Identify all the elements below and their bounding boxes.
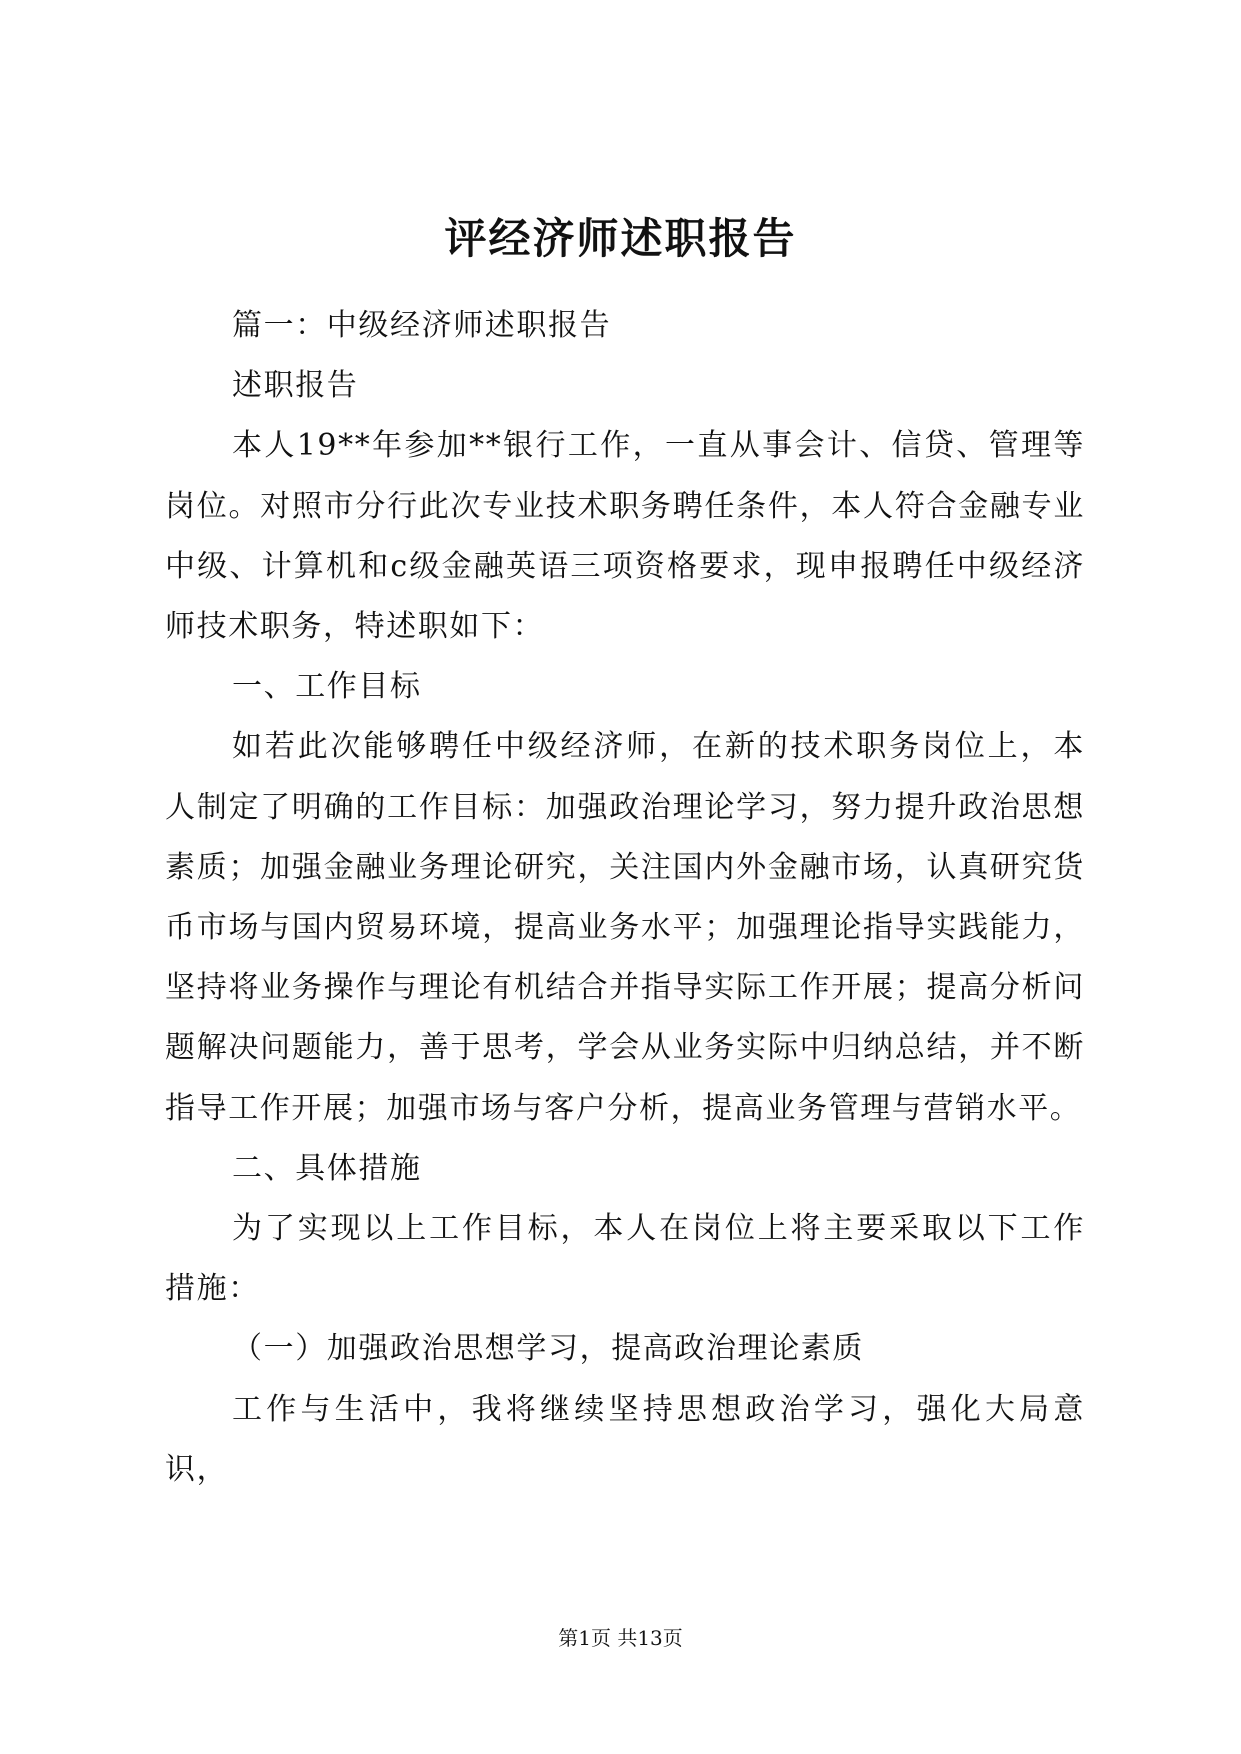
paragraph-section-heading: 二、具体措施 (232, 1150, 422, 1186)
paragraph-intro: 本人19**年参加**银行工作，一直从事会计、信贷、管理等岗位。对照市分行此次专业技术职务聘任条件，本人符合金融专业中级、计算机和c级金融英语三项资格要求，现申报聘任中级经济师技术职务，特述职如下： (165, 428, 1085, 645)
paragraph-subsection-heading: （一）加强政治思想学习，提高政治理论素质 (232, 1331, 864, 1367)
paragraph-measures-intro: 为了实现以上工作目标，本人在岗位上将主要采取以下工作措施： (165, 1211, 1085, 1307)
document-body (165, 296, 1085, 1500)
document-title: 评经济师述职报告 (444, 214, 797, 263)
paragraph-subtitle: 述职报告 (232, 368, 359, 404)
paragraph-goals: 如若此次能够聘任中级经济师，在新的技术职务岗位上，本人制定了明确的工作目标：加强政治理论学习，努力提升政治思想素质；加强金融业务理论研究，关注国内外金融市场，认真研究货币市场与国内贸易环境，提高业务水平；加强理论指导实践能力，坚持将业务操作与理论有机结合并指导实际工作开展；提高分析问题解决问题能力，善于思考，学会从业务实际中归纳总结，并不断指导工作开展；加强市场与客户分析，提高业务管理与营销水平。 (165, 729, 1085, 1126)
paragraph-section-heading: 一、工作目标 (232, 669, 422, 705)
paragraph-text: 工作与生活中，我将继续坚持思想政治学习，强化大局意识， (165, 1391, 1085, 1487)
page-number-footer: 第1页 共13页 (558, 1626, 683, 1650)
paragraph-chapter-heading: 篇一：中级经济师述职报告 (232, 308, 612, 343)
